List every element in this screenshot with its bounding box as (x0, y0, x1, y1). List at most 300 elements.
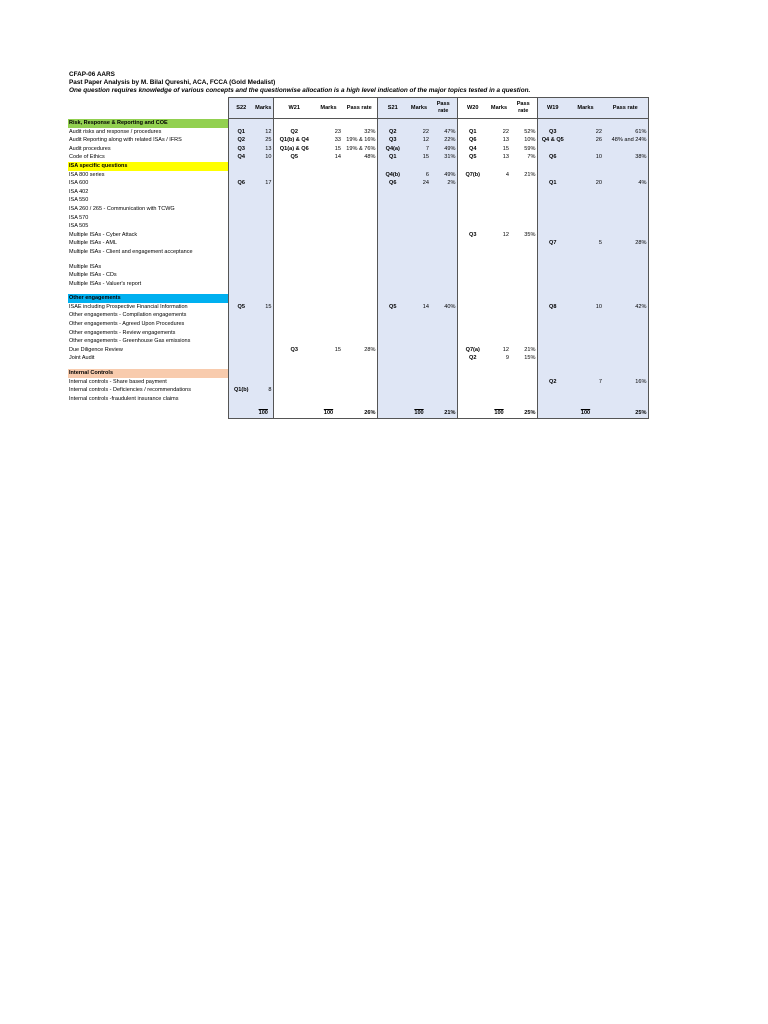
section-header: Other engagements (68, 294, 228, 303)
marks-cell: 22 (408, 128, 430, 137)
marks-cell (254, 271, 273, 280)
empty-cell (457, 162, 488, 171)
marks-cell (254, 222, 273, 231)
pass-rate-cell: 19% & 76% (346, 145, 376, 152)
marks-cell (568, 320, 603, 329)
marks-cell (568, 196, 603, 205)
question-cell (457, 188, 488, 197)
empty-cell (254, 294, 273, 303)
empty-cell (315, 119, 342, 128)
topic-label: Multiple ISAs - Client and engagement acceptance (69, 248, 193, 255)
pass-rate-cell (603, 395, 648, 404)
pass-rate-cell (510, 196, 537, 205)
question-cell: Q4 (457, 145, 488, 154)
pass-rate-cell (430, 329, 457, 338)
pass-rate-cell (603, 311, 648, 320)
question-cell (457, 395, 488, 404)
marks-cell (408, 205, 430, 214)
marks-cell (568, 346, 603, 355)
document-subtitle: Past Paper Analysis by M. Bilal Qureshi, ACA, FCCA (Gold Medalist) (69, 79, 276, 86)
table-row (68, 303, 648, 312)
pass-rate-cell: 16% (603, 378, 648, 387)
section-header-row (68, 369, 648, 378)
question-cell (377, 222, 408, 231)
pass-rate-cell (603, 320, 648, 329)
question-cell (537, 320, 568, 329)
section-header-row (68, 294, 648, 303)
pass-rate-cell (342, 263, 377, 272)
marks-cell (254, 346, 273, 355)
question-cell (273, 337, 315, 346)
question-cell: Q1(b) & Q4 (273, 136, 315, 145)
question-cell (377, 329, 408, 338)
empty-cell (315, 162, 342, 171)
marks-cell (254, 196, 273, 205)
marks-cell (408, 239, 430, 248)
marks-cell: 9 (505, 355, 509, 362)
pass-rate-cell (603, 214, 648, 223)
question-cell: Q1(b) (228, 386, 254, 395)
marks-cell (488, 386, 510, 395)
header-w20-pass-rate: Pass rate (510, 98, 537, 119)
marks-cell (408, 231, 430, 240)
pass-rate-cell: 4% (603, 179, 648, 188)
marks-cell (408, 214, 430, 223)
topic-label: Audit Reporting along with related ISAs / IFRS (69, 137, 182, 144)
topic-label: ISA 505 (69, 223, 89, 230)
pass-rate-cell (342, 337, 377, 346)
marks-cell: 15 (254, 303, 273, 312)
document-title: CFAP-06 AARS (69, 71, 115, 78)
table-row (68, 386, 648, 395)
question-cell (457, 263, 488, 272)
table-row (68, 311, 648, 320)
pass-rate-cell (430, 248, 457, 257)
empty-cell (228, 294, 254, 303)
marks-cell (254, 378, 273, 387)
pass-rate-cell: 7% (527, 154, 536, 161)
marks-cell (315, 263, 342, 272)
empty-cell (488, 162, 510, 171)
header-w19-pass-rate: Pass rate (603, 98, 648, 119)
marks-cell: 12 (254, 128, 273, 137)
marks-cell (254, 280, 273, 289)
pass-rate-cell (342, 222, 377, 231)
question-cell (457, 205, 488, 214)
marks-cell (488, 378, 510, 387)
question-cell (537, 214, 568, 223)
pass-rate-cell (603, 263, 648, 272)
marks-cell (488, 303, 510, 312)
question-cell: Q7 (537, 239, 568, 248)
marks-cell (568, 145, 603, 154)
question-cell (377, 354, 408, 363)
marks-cell (315, 171, 342, 180)
totals-label (68, 409, 228, 418)
pass-rate-cell (510, 329, 537, 338)
empty-cell (273, 162, 315, 171)
marks-cell (315, 337, 342, 346)
section-header: Risk, Response & Reporting and COE (68, 119, 228, 128)
header-w20-marks: Marks (488, 98, 510, 119)
question-cell (228, 378, 254, 387)
pass-rate-cell (430, 378, 457, 387)
question-cell: Q2 (273, 128, 315, 137)
question-cell (457, 271, 488, 280)
pass-rate-cell: 47% (430, 128, 457, 137)
table-row (68, 263, 648, 272)
empty-cell (377, 369, 408, 378)
past-paper-table (68, 97, 649, 419)
empty-cell (457, 369, 488, 378)
topic-label: ISA 402 (69, 188, 89, 195)
total-blank-cell (273, 409, 315, 418)
pass-rate-cell (342, 354, 377, 363)
topic-label: Internal controls - Deficiencies / recommendations (69, 387, 191, 394)
marks-cell (254, 395, 273, 404)
marks-cell: 12 (408, 136, 430, 145)
marks-cell (488, 214, 510, 223)
empty-cell (228, 119, 254, 128)
marks-cell (315, 239, 342, 248)
table-row (68, 153, 648, 162)
pass-rate-cell: 21% (524, 171, 536, 178)
question-cell: Q2 (377, 128, 408, 137)
question-cell (273, 239, 315, 248)
marks-cell (315, 329, 342, 338)
marks-cell (568, 386, 603, 395)
title-block (69, 71, 669, 95)
empty-cell (488, 119, 510, 128)
empty-cell (488, 294, 510, 303)
marks-cell (568, 280, 603, 289)
question-cell (457, 280, 488, 289)
pass-rate-cell (430, 263, 457, 272)
question-cell (273, 231, 315, 240)
header-w21-pass-rate: Pass rate (342, 98, 377, 119)
pass-rate-cell (342, 205, 377, 214)
pass-rate-cell: 49% (430, 145, 457, 154)
question-cell (228, 222, 254, 231)
question-cell (228, 346, 254, 355)
empty-cell (537, 294, 568, 303)
empty-cell (254, 119, 273, 128)
pass-rate-cell (510, 263, 537, 272)
pass-rate-cell (430, 239, 457, 248)
marks-cell (408, 320, 430, 329)
question-cell: Q1 (377, 153, 408, 162)
pass-rate-cell (510, 337, 537, 346)
pass-rate-cell (510, 395, 537, 404)
header-s22-marks: Marks (254, 98, 273, 119)
topic-label: Multiple ISAs - AML (69, 240, 117, 247)
empty-cell (430, 119, 457, 128)
question-cell: Q5 (377, 303, 408, 312)
marks-cell (568, 171, 603, 180)
question-cell (537, 145, 568, 154)
total-marks-cell: 100 (568, 409, 603, 418)
pass-rate-cell (603, 346, 648, 355)
question-cell (457, 337, 488, 346)
marks-cell: 13 (502, 137, 509, 144)
empty-cell (342, 162, 377, 171)
marks-cell (568, 329, 603, 338)
pass-rate-cell (510, 239, 537, 248)
pass-rate-cell: 49% (430, 171, 457, 180)
empty-cell (568, 294, 603, 303)
empty-cell (603, 369, 648, 378)
question-cell (537, 337, 568, 346)
marks-cell (568, 214, 603, 223)
pass-rate-cell: 61% (603, 128, 648, 137)
header-s21-pass-rate: Pass rate (430, 98, 457, 119)
question-cell (457, 179, 488, 188)
question-cell (377, 311, 408, 320)
pass-rate-cell: 38% (603, 153, 648, 162)
section-header: ISA specific questions (68, 162, 228, 171)
question-cell: Q6 (537, 153, 568, 162)
table-row (68, 354, 648, 363)
marks-cell (254, 214, 273, 223)
pass-rate-cell: 59% (524, 145, 536, 152)
marks-cell (315, 311, 342, 320)
marks-cell (408, 329, 430, 338)
marks-cell: 22 (502, 128, 509, 135)
pass-rate-cell (510, 179, 537, 188)
table-row (68, 231, 648, 240)
empty-cell (603, 294, 648, 303)
question-cell (537, 346, 568, 355)
question-cell (228, 320, 254, 329)
question-cell (377, 214, 408, 223)
marks-cell: 20 (568, 179, 603, 188)
question-cell (377, 263, 408, 272)
pass-rate-cell: 48% and 24% (603, 136, 648, 145)
marks-cell (315, 271, 342, 280)
question-cell (537, 280, 568, 289)
empty-cell (537, 369, 568, 378)
question-cell: Q2 (457, 354, 488, 363)
marks-cell (315, 378, 342, 387)
question-cell: Q5 (457, 153, 488, 162)
pass-rate-cell (430, 205, 457, 214)
pass-rate-cell: 22% (430, 136, 457, 145)
question-cell (377, 271, 408, 280)
empty-cell (537, 162, 568, 171)
pass-rate-cell (342, 280, 377, 289)
question-cell (537, 196, 568, 205)
pass-rate-cell: 35% (524, 231, 536, 238)
pass-rate-cell (510, 222, 537, 231)
marks-cell: 22 (568, 128, 603, 137)
question-cell: Q1 (228, 128, 254, 137)
empty-cell (568, 369, 603, 378)
question-cell (228, 214, 254, 223)
marks-cell (488, 271, 510, 280)
empty-cell (568, 162, 603, 171)
marks-cell (408, 222, 430, 231)
topic-label: Multiple ISAs - CDs (69, 272, 117, 279)
section-header: Internal Controls (68, 369, 228, 378)
question-cell: Q4(a) (377, 145, 408, 154)
pass-rate-cell (430, 231, 457, 240)
question-cell (377, 239, 408, 248)
pass-rate-cell (430, 354, 457, 363)
marks-cell (568, 271, 603, 280)
empty-cell (315, 294, 342, 303)
marks-cell: 7 (568, 378, 603, 387)
marks-cell (254, 337, 273, 346)
topic-label: ISAE including Prospective Financial Information (69, 303, 188, 310)
empty-cell (254, 162, 273, 171)
marks-cell (408, 248, 430, 257)
marks-cell (568, 231, 603, 240)
marks-cell (568, 263, 603, 272)
marks-cell (408, 378, 430, 387)
pass-rate-cell (342, 188, 377, 197)
topic-label: Audit procedures (69, 145, 111, 152)
pass-rate-cell (510, 248, 537, 257)
question-cell (228, 311, 254, 320)
marks-cell (408, 188, 430, 197)
question-cell (273, 311, 315, 320)
section-header-row (68, 162, 648, 171)
marks-cell (568, 248, 603, 257)
marks-cell: 13 (502, 154, 509, 161)
question-cell (377, 320, 408, 329)
pass-rate-cell: 2% (430, 179, 457, 188)
marks-cell (488, 311, 510, 320)
question-cell (457, 196, 488, 205)
question-cell: Q1(a) & Q6 (273, 145, 315, 154)
table-row (68, 320, 648, 329)
pass-rate-cell (430, 311, 457, 320)
pass-rate-cell (342, 271, 377, 280)
marks-cell (488, 263, 510, 272)
marks-cell (568, 205, 603, 214)
question-cell: Q7(b) (457, 171, 488, 180)
pass-rate-cell (342, 171, 377, 180)
total-pass-rate-cell: 25% (603, 409, 648, 418)
empty-cell (510, 119, 537, 128)
empty-cell (510, 294, 537, 303)
pass-rate-cell (603, 329, 648, 338)
marks-cell: 14 (408, 303, 430, 312)
question-cell: Q3 (457, 231, 488, 240)
marks-cell (568, 337, 603, 346)
question-cell (273, 188, 315, 197)
marks-cell: 12 (502, 346, 509, 353)
question-cell (377, 346, 408, 355)
marks-cell (488, 239, 510, 248)
pass-rate-cell (510, 320, 537, 329)
marks-cell (315, 231, 342, 240)
total-pass-rate-cell: 21% (430, 409, 457, 418)
question-cell (457, 386, 488, 395)
header-row (68, 98, 648, 119)
pass-rate-cell (430, 386, 457, 395)
table-row (68, 248, 648, 257)
empty-cell (510, 369, 537, 378)
topic-label: Other engagements - Compilation engagements (69, 312, 187, 319)
topic-label: ISA 550 (69, 197, 89, 204)
empty-cell (273, 369, 315, 378)
marks-cell (254, 354, 273, 363)
pass-rate-cell (510, 386, 537, 395)
marks-cell: 13 (254, 145, 273, 154)
question-cell (377, 280, 408, 289)
marks-cell: 15 (408, 153, 430, 162)
pass-rate-cell: 52% (524, 128, 536, 135)
question-cell (273, 171, 315, 180)
topic-label: Other engagements - Greenhouse Gas emissions (69, 338, 191, 345)
empty-cell (228, 162, 254, 171)
question-cell: Q1 (537, 179, 568, 188)
total-marks-cell: 100 (254, 409, 273, 418)
pass-rate-cell (342, 320, 377, 329)
total-blank-cell (377, 409, 408, 418)
question-cell (457, 320, 488, 329)
empty-cell (273, 119, 315, 128)
marks-cell (315, 179, 342, 188)
total-pass-rate-cell: 25% (510, 409, 537, 418)
document-note: One question requires knowledge of various concepts and the questionwise allocation is a high level indication of the major topics tested in a question. (69, 87, 531, 94)
marks-cell (408, 346, 430, 355)
question-cell (273, 395, 315, 404)
marks-cell (315, 214, 342, 223)
question-cell (377, 231, 408, 240)
marks-cell (254, 320, 273, 329)
empty-cell (342, 369, 377, 378)
marks-cell (408, 263, 430, 272)
pass-rate-cell: 42% (603, 303, 648, 312)
question-cell (228, 395, 254, 404)
question-cell (273, 329, 315, 338)
marks-cell: 4 (505, 171, 509, 178)
marks-cell (408, 196, 430, 205)
marks-cell (408, 395, 430, 404)
header-blank (68, 98, 228, 119)
pass-rate-cell (603, 145, 648, 154)
header-w19-marks: Marks (568, 98, 603, 119)
marks-cell: 23 (334, 128, 341, 135)
empty-cell (603, 119, 648, 128)
table-row (68, 395, 648, 404)
marks-cell: 7 (408, 145, 430, 154)
empty-cell (408, 294, 430, 303)
question-cell (228, 188, 254, 197)
topic-label: ISA 260 / 265 - Communication with TCWG (69, 205, 175, 212)
question-cell (377, 205, 408, 214)
table-row (68, 222, 648, 231)
header-w20: W20 (457, 98, 488, 119)
marks-cell: 17 (254, 179, 273, 188)
marks-cell: 10 (568, 153, 603, 162)
pass-rate-cell (430, 346, 457, 355)
question-cell: Q6 (457, 136, 488, 145)
marks-cell (488, 222, 510, 231)
marks-cell (254, 239, 273, 248)
header-s21: S21 (377, 98, 408, 119)
pass-rate-cell: 15% (524, 355, 536, 362)
pass-rate-cell (430, 280, 457, 289)
pass-rate-cell (510, 271, 537, 280)
question-cell (273, 303, 315, 312)
marks-cell: 25 (254, 136, 273, 145)
table-row (68, 145, 648, 154)
topic-label: Other engagements - Agreed Upon Procedures (69, 321, 185, 328)
marks-cell (315, 395, 342, 404)
